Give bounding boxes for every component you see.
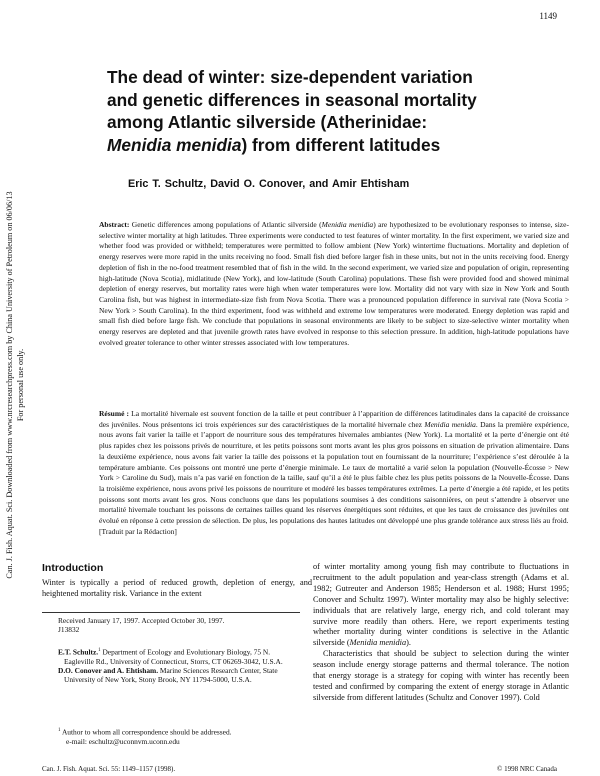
intro-paragraph-1	[313, 562, 569, 649]
affiliations	[58, 646, 300, 685]
intro-p1-species: Menidia menidia	[349, 638, 407, 648]
manuscript-id: J13832	[58, 625, 80, 635]
affiliation-schultz-text: Department of Ecology and Evolutionary Biology, 75 N. Eagleville Rd., University of Connecticut, Storrs, CT 06269-3042, U.S.A.	[64, 647, 283, 666]
copyright-notice: © 1998 NRC Canada	[497, 765, 557, 773]
footnote-line	[58, 726, 298, 737]
title-species: Menidia menidia	[107, 134, 242, 155]
affiliation-schultz-marker: 1	[98, 648, 101, 653]
resume-text-b: . Dans la première expérience, nous avons fait varier la taille et l’apport de nourriture sous des températures hivernales ambiantes (New York). La mortalité et la perte d’énergie ont été plus rapides chez les poissons privés de nourriture, et les petits poissons sont morts avant les plus gros poissons en situation de privation alimentaire. Dans la deuxième expérience, nous avons fait varier la taille des poissons et la population tout en fournissant de la nourriture; l’expérience s’est déroulée à la température ambiante. Ces poissons ont montré une perte d’énergie minimale. Le taux de mortalité a varié selon la population (Nouvelle-Écosse > New York > Caroline du Sud), mais n’a pas varié en fonction de la taille, sauf qu’il a été le plus faible chez les plus petits poissons de la Nouvelle-Écosse. Dans la troisième expérience, nous avons privé les poissons de nourriture et modéré les basses températures extrêmes. La perte d’énergie a été rapide, et les petits poissons sont morts avant les gros. Nous concluons que dans les populations soumises à des conditions saisonnières, on peut s’attendre à observer une mortalité hivernale touchant les poissons de certaines tailles quand les réserves énergétiques sont réduites, et que les taux de croissance des juvéniles ont évolué en réponse à cette pression de sélection. De plus, les populations des hautes latitudes ont développé une plus grande tolérance aux stress liés au froid.	[99, 419, 569, 526]
affiliation-conover-text: Marine Sciences Research Center, State University of New York, Stony Brook, NY 11794-5000, U.S.A.	[64, 666, 278, 685]
affiliation-schultz-name: E.T. Schultz.	[58, 647, 99, 657]
title-line-2: and genetic differences in seasonal mortality	[107, 89, 477, 110]
corresponding-author-footnote	[58, 726, 298, 746]
title-line-3: among Atlantic silverside (Atherinidae:	[107, 112, 428, 132]
title-line-1: The dead of winter: size-dependent variation	[107, 67, 473, 87]
received-line: Received January 17, 1997. Accepted October 30, 1997.	[58, 616, 225, 625]
received-dates	[58, 616, 298, 635]
intro-p1-text: of winter mortality among young fish may contribute to fluctuations in recruitment to the adult population and year-class strength (Adams et al. 1982; Gutreuter and Anderson 1985; Henderson et al. 1988; Hurst 1995; Conover and Schultz 1997). Winter mortality may also be highly selective: individuals that are relatively large, energy rich, and cold tolerant may survive more readily than others. Here, we report experiments testing whether mortality during winter conditions is selective in the Atlantic silverside (	[313, 562, 569, 648]
footnote-text: Author to whom all correspondence should be addressed.	[61, 727, 232, 737]
title-line-4	[107, 134, 567, 157]
author-list: Eric T. Schultz, David O. Conover, and Amir Ehtisham	[128, 178, 410, 190]
affiliation-conover-name: D.O. Conover and A. Ehtisham.	[58, 666, 159, 676]
download-watermark-line2: For personal use only.	[16, 348, 25, 422]
translation-note: [Traduit par la Rédaction]	[99, 526, 177, 536]
introduction-right-column	[313, 562, 569, 704]
footnote-marker: 1	[58, 728, 61, 733]
footnote-email[interactable]: e-mail: eschultz@uconnvm.uconn.edu	[66, 736, 180, 746]
resume-label: Résumé :	[99, 409, 130, 418]
resume	[99, 409, 569, 537]
introduction-heading: Introduction	[42, 562, 104, 574]
download-watermark-line1: Can. J. Fish. Aquat. Sci. Downloaded from www.nrcresearchpress.com by China University of Petroleum on 06/06/13	[5, 191, 14, 579]
affiliation-conover-ehtisham	[58, 666, 300, 685]
abstract-text-b: ) are hypothesized to be evolutionary responses to intense, size-selective winter mortality at high latitudes. Three experiments were conducted to test features of winter mortality. In the first experiment, we varied size and whether food was provided or withheld; temperatures were permitted to follow ambient (New York) wintertime fluctuations. Mortality and depletion of energy reserves were more rapid in the units receiving no food. Small fish died before larger fish in these units, but not in the units receiving food. Energy depletion of fish in the no-food treatment resembled that of fish in the wild. In the second experiment, we varied size and population of origin, representing high-latitude (Nova Scotia), midlatitude (New York), and low-latitude (South Carolina) populations. These fish were provided food and showed minimal depletion of energy reserves, but mortality rates were high when water temperatures were low. Mortality did not vary with size in New York and South Carolina fish, but was highest in intermediate-size fish from Nova Scotia. There was a pronounced population difference in survival rate (Nova Scotia > New York > South Carolina). In the third experiment, food was withheld and extreme low temperatures were moderated. Energy depletion was rapid and small fish died before large fish. We conclude that populations in seasonal environments are likely to be subject to size-selective winter mortality when energy reserves are depleted and that juvenile growth rates have evolved in response to this selection pressure. In addition, high-latitude populations have evolved greater tolerance to other winter stresses associated with low temperatures.	[99, 220, 569, 347]
title-line-4-rest: ) from different latitudes	[241, 134, 441, 155]
intro-p1-end: ).	[406, 638, 411, 648]
resume-species: Menidia menidia	[424, 419, 476, 429]
intro-paragraph-2: Characteristics that should be subject to selection during the winter season include energy storage patterns and thermal tolerance. The notion that energy storage is a strategy for coping with winter has recently been tested and confirmed by comparing the extent of energy storage in Atlantic silverside from different latitudes (Schultz and Conover 1997). Cold	[313, 649, 569, 702]
download-watermark	[4, 150, 28, 620]
affiliation-schultz	[58, 646, 300, 666]
journal-citation: Can. J. Fish. Aquat. Sci. 55: 1149–1157 (1998).	[42, 765, 176, 773]
article-title	[107, 66, 567, 156]
abstract	[99, 220, 569, 348]
abstract-text-a: Genetic differences among populations of Atlantic silverside (	[129, 220, 322, 229]
article-info-divider	[42, 612, 300, 613]
introduction-left-text: Winter is typically a period of reduced growth, depletion of energy, and heightened mortality risk. Variance in the extent	[42, 578, 312, 598]
abstract-label: Abstract:	[99, 220, 130, 229]
resume-text-a: La mortalité hivernale est souvent fonction de la taille et peut contribuer à l’apparition de différences latitudinales dans la capacité de croissance des juvéniles. Nous présentons ici trois expériences sur des caractéristiques de la mortalité hivernale chez	[99, 409, 569, 429]
abstract-species: Menidia menidia	[321, 220, 374, 229]
page-number: 1149	[539, 11, 557, 21]
